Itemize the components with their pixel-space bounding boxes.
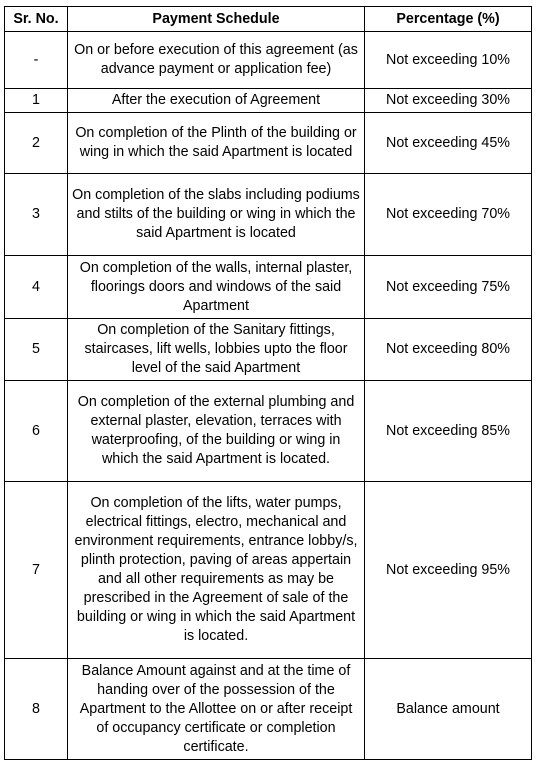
table-row [5, 113, 532, 174]
cell-payment-schedule: On completion of the lifts, water pumps, electrical fittings, electro, mechanical and environment requirements, entrance lobby/s, plinth protection, paving of areas appertain and all other requirements as may be prescribed in the Agreement of sale of the building or wing in which the said Apartment is located. [68, 482, 365, 659]
cell-percentage: Not exceeding 30% [365, 89, 532, 113]
cell-percentage: Balance amount [365, 659, 532, 760]
cell-percentage: Not exceeding 45% [365, 113, 532, 174]
cell-percentage: Not exceeding 10% [365, 32, 532, 89]
cell-percentage: Not exceeding 75% [365, 256, 532, 319]
cell-payment-schedule: On completion of the Plinth of the building or wing in which the said Apartment is located [68, 113, 365, 174]
cell-sr-no: 1 [5, 89, 68, 113]
cell-payment-schedule: On completion of the walls, internal plaster, floorings doors and windows of the said Apartment [68, 256, 365, 319]
header-payment-schedule: Payment Schedule [68, 7, 365, 32]
payment-schedule-table [4, 6, 532, 760]
table-header-row [5, 7, 532, 32]
table-row [5, 482, 532, 659]
cell-percentage: Not exceeding 95% [365, 482, 532, 659]
table-row [5, 32, 532, 89]
table-row [5, 256, 532, 319]
cell-percentage: Not exceeding 70% [365, 174, 532, 256]
cell-payment-schedule: On or before execution of this agreement (as advance payment or application fee) [68, 32, 365, 89]
cell-sr-no: 5 [5, 319, 68, 381]
cell-payment-schedule: After the execution of Agreement [68, 89, 365, 113]
cell-payment-schedule: On completion of the external plumbing and external plaster, elevation, terraces with waterproofing, of the building or wing in which the said Apartment is located. [68, 381, 365, 482]
cell-percentage: Not exceeding 85% [365, 381, 532, 482]
table-row [5, 319, 532, 381]
header-percentage: Percentage (%) [365, 7, 532, 32]
cell-sr-no: 6 [5, 381, 68, 482]
table-row [5, 89, 532, 113]
cell-percentage: Not exceeding 80% [365, 319, 532, 381]
table-row [5, 659, 532, 760]
header-sr-no: Sr. No. [5, 7, 68, 32]
cell-payment-schedule: On completion of the Sanitary fittings, staircases, lift wells, lobbies upto the floor level of the said Apartment [68, 319, 365, 381]
cell-sr-no: 3 [5, 174, 68, 256]
table-row [5, 381, 532, 482]
cell-sr-no: 7 [5, 482, 68, 659]
cell-sr-no: 8 [5, 659, 68, 760]
cell-sr-no: 2 [5, 113, 68, 174]
cell-payment-schedule: On completion of the slabs including podiums and stilts of the building or wing in which the said Apartment is located [68, 174, 365, 256]
table-row [5, 174, 532, 256]
cell-sr-no: - [5, 32, 68, 89]
cell-sr-no: 4 [5, 256, 68, 319]
cell-payment-schedule: Balance Amount against and at the time of handing over of the possession of the Apartment to the Allottee on or after receipt of occupancy certificate or completion certificate. [68, 659, 365, 760]
